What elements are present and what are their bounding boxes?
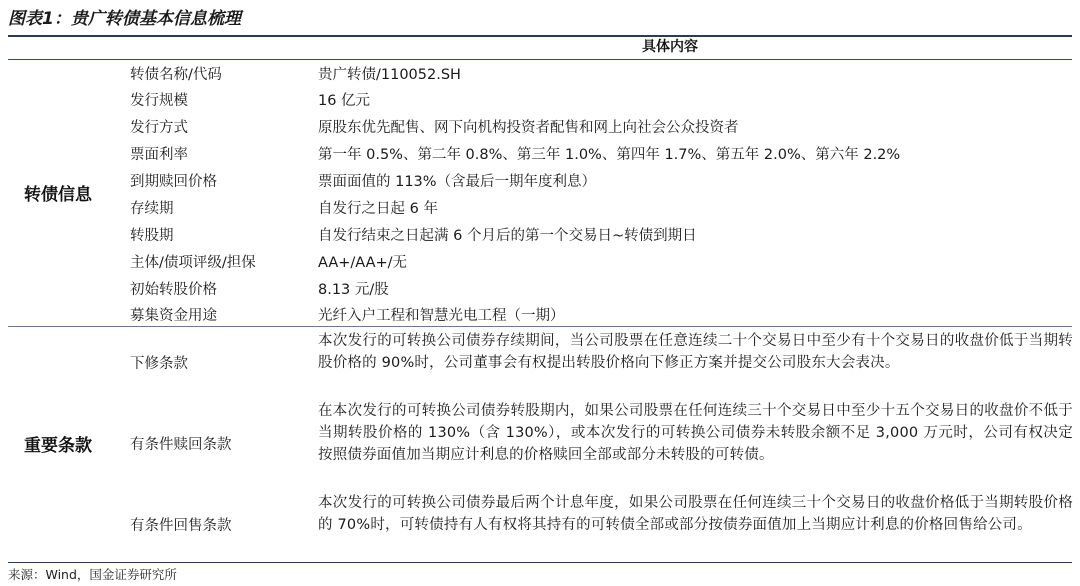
row-label-conversion-period: 转股期 [130, 228, 174, 244]
row-label-rating: 主体/债项评级/担保 [130, 255, 256, 271]
row-label-coupon: 票面利率 [130, 147, 188, 163]
row-label-redemption-price: 到期赎回价格 [130, 174, 217, 190]
table-header-content: 具体内容 [642, 39, 698, 55]
row-label-issue-size: 发行规模 [130, 93, 188, 109]
row-label-initial-price: 初始转股价格 [130, 282, 217, 298]
row-label-code: 转债名称/代码 [130, 67, 222, 83]
row-value-rating: AA+/AA+/无 [318, 255, 408, 271]
row-value-downward-revision: 本次发行的可转换公司债券存续期间，当公司股票在任意连续二十个交易日中至少有十个交易日的收盘价低于当期转股价格的 90%时，公司董事会有权提出转股价格向下修正方案并提交公司股东大会表决。 [318, 333, 1073, 371]
row-label-issue-method: 发行方式 [130, 120, 188, 136]
row-label-downward-revision: 下修条款 [130, 356, 188, 372]
row-label-conditional-redemption: 有条件赎回条款 [130, 437, 232, 453]
row-value-issue-size: 16 亿元 [318, 93, 371, 109]
row-value-coupon: 第一年 0.5%、第二年 0.8%、第三年 1.0%、第四年 1.7%、第五年 2.0%、第六年 2.2% [318, 147, 901, 163]
row-value-initial-price: 8.13 元/股 [318, 282, 389, 298]
row-value-code: 贵广转债/110052.SH [318, 67, 461, 83]
row-label-conditional-putback: 有条件回售条款 [130, 518, 232, 534]
row-value-conditional-redemption: 在本次发行的可转换公司债券转股期内，如果公司股票在任何连续三十个交易日中至少十五个交易日的收盘价不低于当期转股价格的 130%（含 130%），或本次发行的可转换公司债券未转股余额不足 3,000 万元时，公司有权决定按照债券面值加当期应计利息的价格赎回全部或部分未转股的可转债。 [318, 403, 1073, 463]
category-bond-info: 转债信息 [24, 185, 92, 205]
row-value-duration: 自发行之日起 6 年 [318, 201, 438, 217]
source-note: 来源：Wind，国金证券研究所 [8, 567, 177, 582]
row-value-redemption-price: 票面面值的 113%（含最后一期年度利息） [318, 174, 597, 190]
bottom-rule [8, 562, 1072, 563]
row-value-conditional-putback: 本次发行的可转换公司债券最后两个计息年度，如果公司股票在任何连续三十个交易日的收盘价格低于当期转股价格的 70%时，可转债持有人有权将其持有的可转债全部或部分按债券面值加上当期应计利息的价格回售给公司。 [318, 495, 1073, 533]
figure-title: 图表1：贵广转债基本信息梳理 [8, 9, 241, 29]
header-rule [8, 59, 1072, 60]
row-label-duration: 存续期 [130, 201, 174, 217]
row-value-issue-method: 原股东优先配售、网下向机构投资者配售和网上向社会公众投资者 [318, 120, 739, 136]
row-label-fund-use: 募集资金用途 [130, 308, 217, 324]
section-divider [8, 326, 1072, 327]
row-value-conversion-period: 自发行结束之日起满 6 个月后的第一个交易日~转债到期日 [318, 228, 697, 244]
title-rule [8, 35, 1072, 37]
row-value-fund-use: 光纤入户工程和智慧光电工程（一期） [318, 308, 565, 324]
category-key-terms: 重要条款 [24, 436, 92, 456]
